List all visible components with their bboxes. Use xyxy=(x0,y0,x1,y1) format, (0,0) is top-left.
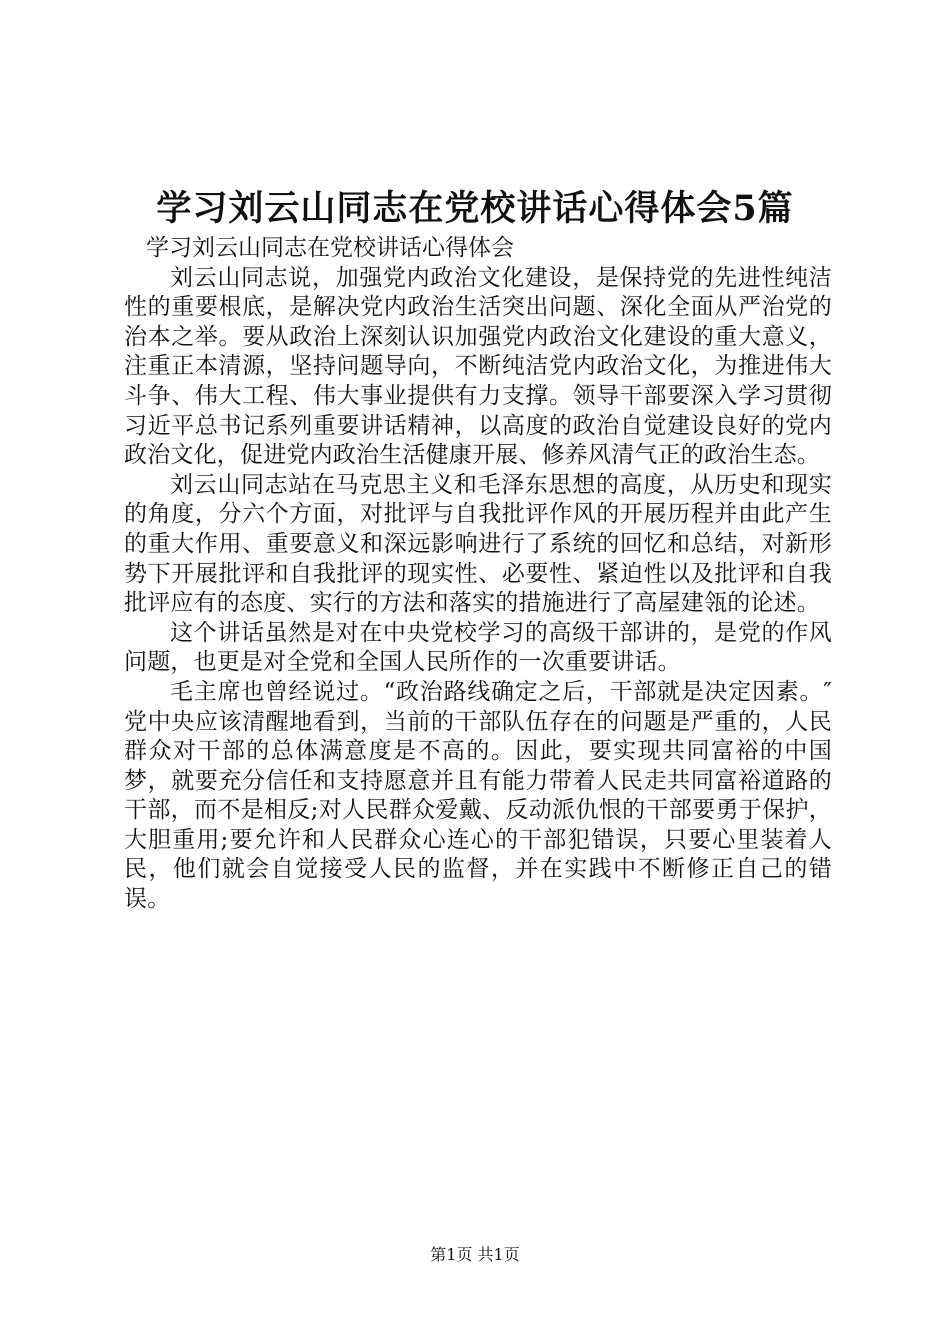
body-paragraph: 这个讲话虽然是对在中央党校学习的高级干部讲的，是党的作风问题，也更是对全党和全国人民所作的一次重要讲话。 xyxy=(124,619,832,676)
document-title: 学习刘云山同志在党校讲话心得体会5篇 xyxy=(156,188,794,229)
page-footer xyxy=(0,1244,950,1266)
body-paragraph: 毛主席也曾经说过。“政治路线确定之后，干部就是决定因素。″党中央应该清醒地看到，当前的干部队伍存在的问题是严重的，人民群众对干部的总体满意度是不高的。因此，要实现共同富裕的中国梦，就要充分信任和支持愿意并且有能力带着人民走共同富裕道路的干部，而不是相反;对人民群众爱戴、反动派仇恨的干部要勇于保护，大胆重用;要允许和人民群众心连心的干部犯错误，只要心里装着人民，他们就会自觉接受人民的监督，并在实践中不断修正自己的错误。 xyxy=(124,678,832,913)
page-number: 第1页 共1页 xyxy=(430,1245,520,1264)
document-subtitle: 学习刘云山同志在党校讲话心得体会 xyxy=(146,235,514,261)
body-paragraph: 刘云山同志说，加强党内政治文化建设，是保持党的先进性纯洁性的重要根底，是解决党内政治生活突出问题、深化全面从严治党的治本之举。要从政治上深刻认识加强党内政治文化建设的重大意义，注重正本清源，坚持问题导向，不断纯洁党内政治文化，为推进伟大斗争、伟大工程、伟大事业提供有力支撑。领导干部要深入学习贯彻习近平总书记系列重要讲话精神，以高度的政治自觉建设良好的党内政治文化，促进党内政治生活健康开展、修养风清气正的政治生态。 xyxy=(124,264,832,469)
body-paragraph: 刘云山同志站在马克思主义和毛泽东思想的高度，从历史和现实的角度，分六个方面，对批评与自我批评作风的开展历程并由此产生的重大作用、重要意义和深远影响进行了系统的回忆和总结，对新形势下开展批评和自我批评的现实性、必要性、紧迫性以及批评和自我批评应有的态度、实行的方法和落实的措施进行了高屋建瓴的论述。 xyxy=(124,471,832,617)
document-body xyxy=(124,234,832,915)
